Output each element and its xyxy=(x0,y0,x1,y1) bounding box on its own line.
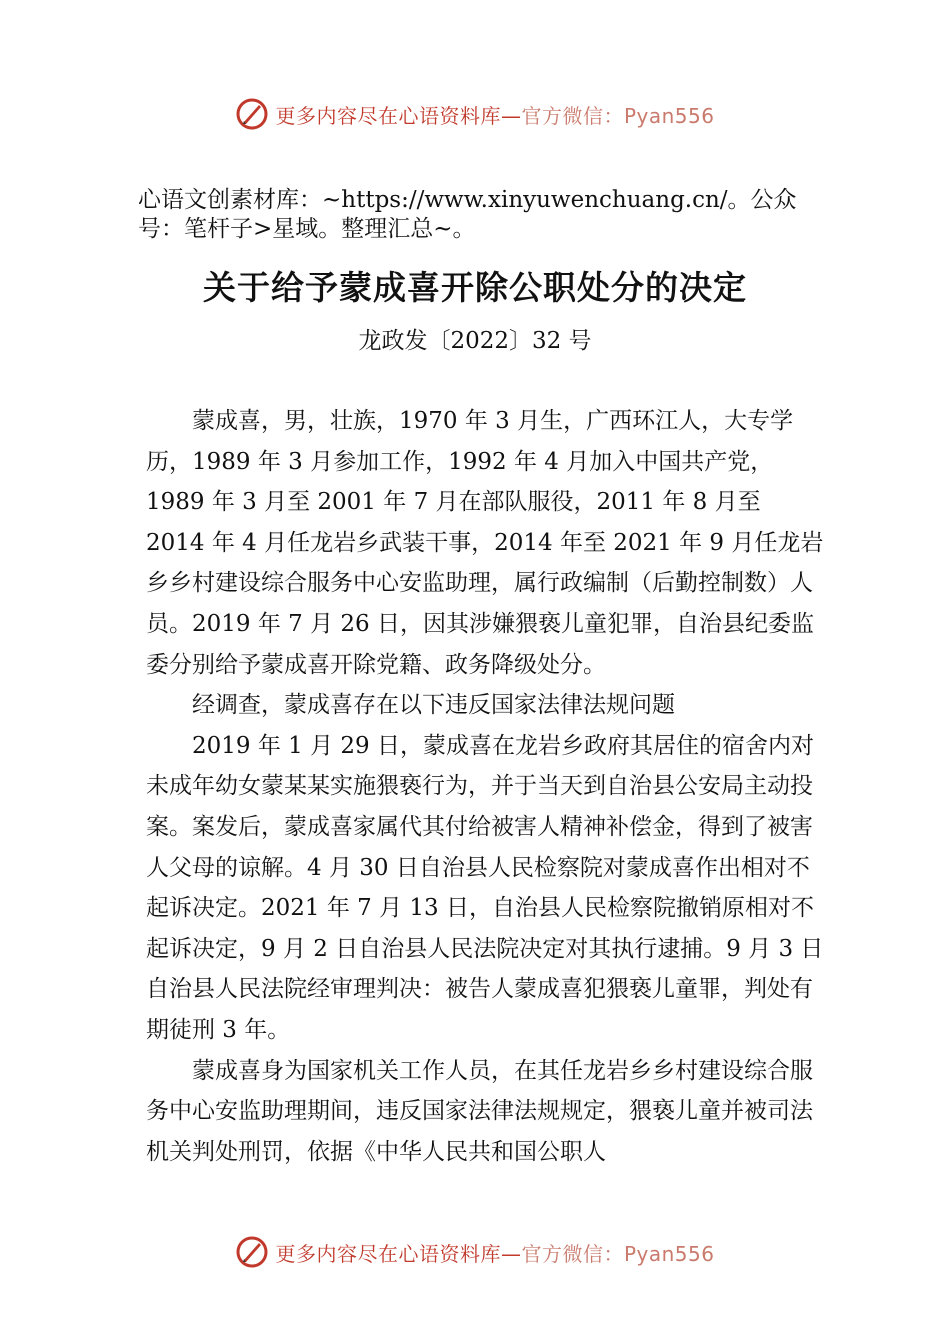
banner-wechat-text: 官方微信：Pyan556 xyxy=(521,1241,715,1266)
header-banner xyxy=(0,94,950,134)
banner-main-text: 更多内容尽在心语资料库 xyxy=(275,103,501,128)
paragraph-background: 蒙成喜，男，壮族，1970 年 3 月生，广西环江人，大专学历，1989 年 3 月参加工作，1992 年 4 月加入中国共产党，1989 年 3 月至 2001 年 7 月在部队服役，2011 年 8 月至 2014 年 4 月任龙岩乡武装干事，2014 年至 2021 年 9 月任龙岩乡乡村建设综合服务中心安监助理，属行政编制（后勤控制数）人员。2019 年 7 月 26 日，因其涉嫌猥亵儿童犯罪，自治县纪委监委分别给予蒙成喜开除党籍、政务降级处分。 xyxy=(146,408,824,678)
paragraph-ruling: 蒙成喜身为国家机关工作人员，在其任龙岩乡乡村建设综合服务中心安监助理期间，违反国家法律法规规定，猥亵儿童并被司法机关判处刑罚，依据《中华人民共和国公职人 xyxy=(146,1057,813,1165)
banner-separator: — xyxy=(500,1241,522,1266)
banner-main-text: 更多内容尽在心语资料库 xyxy=(275,1241,501,1266)
footer-banner xyxy=(0,1232,950,1272)
source-line: 心语文创素材库：~https://www.xinyuwenchuang.cn/。公众号：笔杆子>星域。整理汇总~。 xyxy=(138,187,797,242)
paragraph-facts: 2019 年 1 月 29 日，蒙成喜在龙岩乡政府其居住的宿舍内对未成年幼女蒙某某实施猥亵行为，并于当天到自治县公安局主动投案。案发后，蒙成喜家属代其付给被害人精神补偿金，得到了被害人父母的谅解。4 月 30 日自治县人民检察院对蒙成喜作出相对不起诉决定。2021 年 7 月 13 日，自治县人民检察院撤销原相对不起诉决定，9 月 2 日自治县人民法院决定对其执行逮捕。9 月 3 日自治县人民法院经审理判决：被告人蒙成喜犯猥亵儿童罪，判处有期徒刑 3 年。 xyxy=(146,732,824,1043)
quill-logo-icon xyxy=(235,1235,269,1269)
document-body xyxy=(146,401,826,1172)
document-title: 关于给予蒙成喜开除公职处分的决定 xyxy=(203,268,747,307)
banner-wechat-text: 官方微信：Pyan556 xyxy=(521,103,715,128)
quill-logo-icon xyxy=(235,97,269,131)
document-number: 龙政发〔2022〕32 号 xyxy=(358,328,592,354)
banner-separator: — xyxy=(500,103,522,128)
paragraph-investigation-intro: 经调查，蒙成喜存在以下违反国家法律法规问题 xyxy=(192,692,675,719)
banner-text xyxy=(275,100,714,129)
banner-text xyxy=(275,1238,714,1267)
